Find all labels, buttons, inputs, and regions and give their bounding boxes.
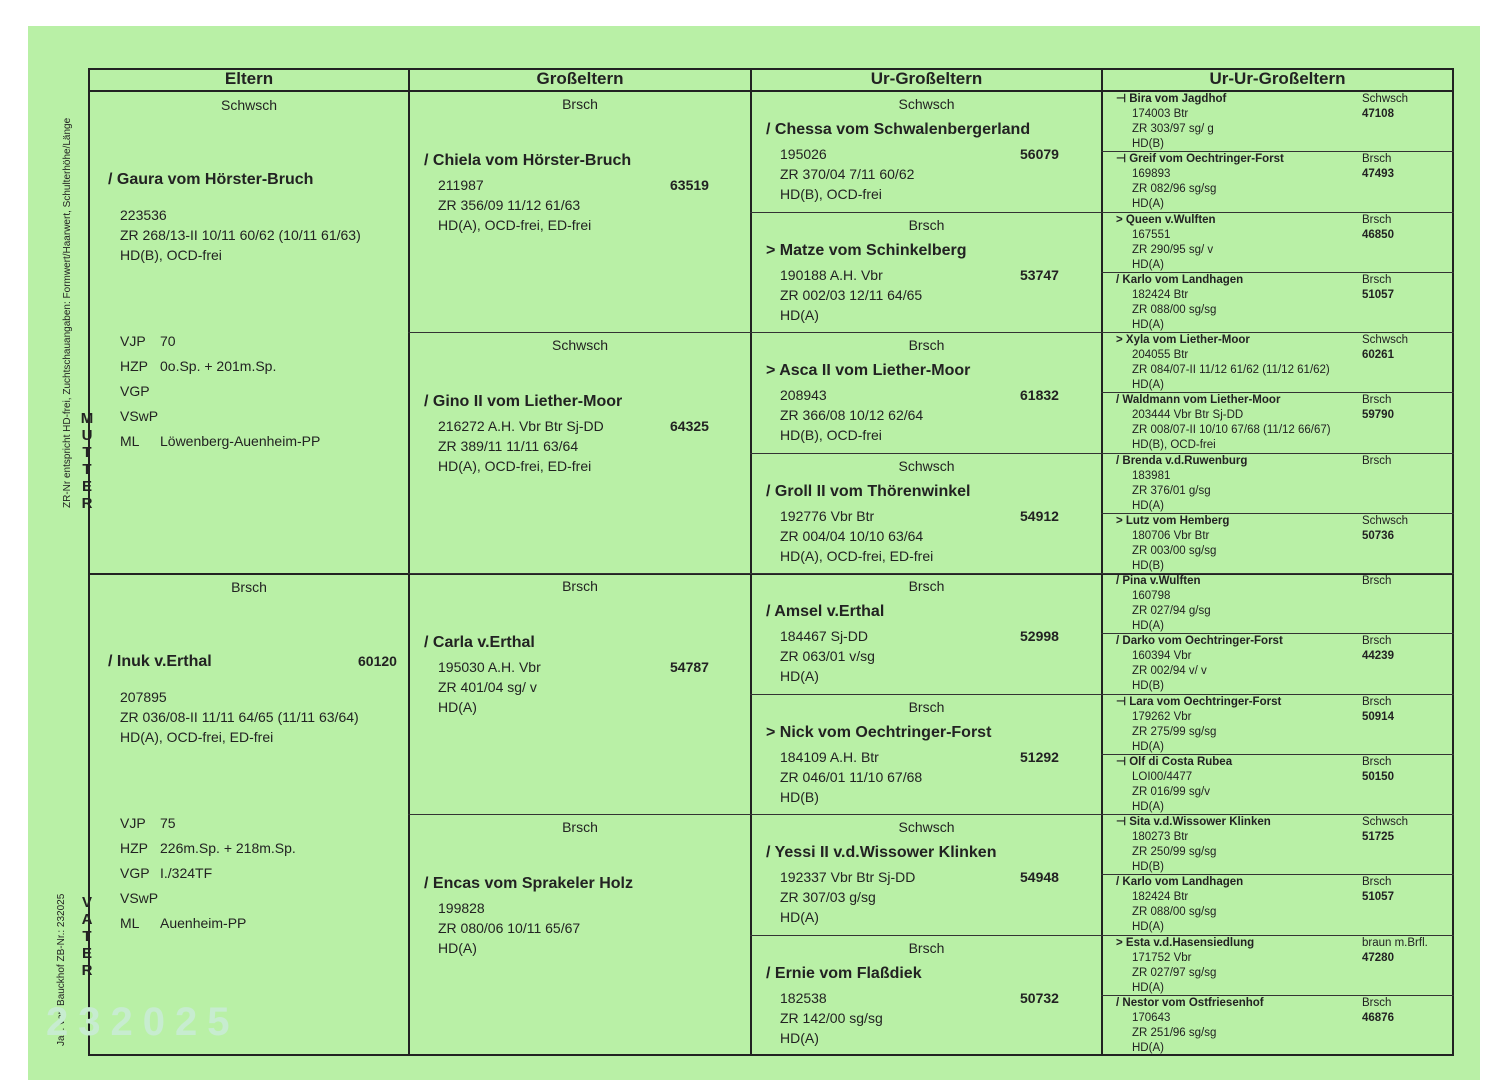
urgrosseltern-info-line: 184109 A.H. Btr bbox=[780, 748, 879, 765]
ururgrosseltern-color: Brsch bbox=[1362, 755, 1392, 768]
pruef-key: VSwP bbox=[120, 890, 159, 906]
ururgrosseltern-name: ⊣ Olf di Costa Rubea bbox=[1116, 755, 1233, 768]
pruef-value: Löwenberg-Auenheim-PP bbox=[160, 433, 321, 449]
ururgrosseltern-name: / Nestor vom Ostfriesenhof bbox=[1116, 996, 1264, 1009]
grosseltern-zb: 63519 bbox=[670, 177, 709, 193]
ururgrosseltern-info-line: 183981 bbox=[1132, 469, 1171, 482]
ururgrosseltern-info-line: HD(B) bbox=[1132, 680, 1164, 693]
pruef-key: VGP bbox=[120, 383, 150, 399]
ururgrosseltern-entry bbox=[1116, 574, 1452, 632]
pruef-key: HZP bbox=[120, 840, 148, 856]
ururgrosseltern-info-line: ZR 003/00 sg/sg bbox=[1132, 544, 1217, 557]
ururgrosseltern-info-line: HD(A) bbox=[1132, 921, 1164, 934]
grosseltern-info-line: HD(A), OCD-frei, ED-frei bbox=[438, 217, 592, 233]
eltern-color: Schwsch bbox=[220, 97, 278, 113]
ururgrosseltern-info-line: 203444 Vbr Btr Sj-DD bbox=[1132, 409, 1244, 422]
grosseltern-color: Brsch bbox=[562, 819, 598, 835]
ururgrosseltern-zb: 47280 bbox=[1362, 951, 1394, 964]
urgrosseltern-info-line: ZR 063/01 v/sg bbox=[780, 648, 875, 664]
ururgrosseltern-zb: 59790 bbox=[1362, 409, 1394, 422]
ururgrosseltern-info-line: 204055 Btr bbox=[1132, 349, 1189, 361]
grosseltern-zb: 64325 bbox=[670, 418, 709, 434]
grosseltern-color: Brsch bbox=[562, 578, 598, 594]
urgrosseltern-info-line: 192776 Vbr Btr bbox=[780, 507, 875, 524]
pruef-value: I./324TF bbox=[160, 865, 213, 881]
urgrosseltern-name: > Nick vom Oechtringer-Forst bbox=[766, 723, 992, 741]
ururgrosseltern-name: / Waldmann vom Liether-Moor bbox=[1116, 394, 1281, 407]
ururgrosseltern-entry bbox=[1116, 634, 1452, 692]
ururgrosseltern-info-line: HD(A) bbox=[1132, 258, 1164, 271]
pruef-value: Auenheim-PP bbox=[160, 915, 247, 931]
grosseltern-name: / Encas vom Sprakeler Holz bbox=[424, 875, 633, 892]
mutter-line-bottom bbox=[88, 540, 90, 870]
vater-letter: A bbox=[81, 911, 93, 928]
ururgrosseltern-info-line: ZR 088/00 sg/sg bbox=[1132, 303, 1217, 316]
ururgrosseltern-name: / Darko vom Oechtringer-Forst bbox=[1116, 635, 1283, 648]
urgrosseltern-name: > Matze vom Schinkelberg bbox=[766, 241, 967, 259]
ururgrosseltern-name: / Karlo vom Landhagen bbox=[1116, 273, 1244, 286]
mutter-letter: T bbox=[82, 444, 92, 461]
ururgrosseltern-color: Schwsch bbox=[1362, 816, 1409, 828]
ururgrosseltern-info-line: ZR 088/00 sg/sg bbox=[1132, 906, 1217, 919]
urgrosseltern-color: Brsch bbox=[908, 216, 945, 233]
grosseltern-zb: 54787 bbox=[670, 659, 709, 675]
ururgrosseltern-color: Brsch bbox=[1362, 695, 1392, 708]
ururgrosseltern-info-line: HD(A) bbox=[1132, 318, 1164, 331]
col-sep-1 bbox=[408, 68, 410, 1056]
ururgrosseltern-name: > Xyla vom Liether-Moor bbox=[1116, 334, 1250, 346]
urgrosseltern-info-line: ZR 307/03 g/sg bbox=[780, 889, 876, 905]
urgrosseltern-info-line: ZR 366/08 10/12 62/64 bbox=[780, 407, 924, 423]
ururgrosseltern-entry bbox=[1116, 333, 1452, 391]
ururgrosseltern-info-line: ZR 251/96 sg/sg bbox=[1132, 1026, 1217, 1039]
pruef-value: 70 bbox=[160, 333, 176, 349]
urgrosseltern-info-line: 192337 Vbr Btr Sj-DD bbox=[780, 869, 916, 885]
ururgrosseltern-zb: 47108 bbox=[1362, 108, 1394, 120]
urgrosseltern-color: Brsch bbox=[908, 578, 945, 594]
ururgrosseltern-color: Brsch bbox=[1362, 575, 1392, 587]
vater-letter: T bbox=[82, 928, 92, 945]
ururgrosseltern-info-line: 180706 Vbr Btr bbox=[1132, 529, 1210, 542]
ururgrosseltern-entry bbox=[1116, 815, 1452, 873]
mutter-line-top bbox=[88, 90, 90, 395]
grosseltern-info-line: HD(A) bbox=[438, 940, 477, 956]
vater-letter: V bbox=[81, 894, 92, 911]
ururgrosseltern-zb: 50736 bbox=[1362, 529, 1394, 542]
urgrosseltern-zb: 51292 bbox=[1020, 748, 1059, 765]
grosseltern-name: / Gino II vom Liether-Moor bbox=[424, 393, 623, 410]
side-note-top: ZR-Nr entspricht HD-frei, Zuchtschauangaben: Formwert/Haarwert, Schulterhöhe/Länge bbox=[62, 117, 73, 508]
ururgrosseltern-name: ⊣ Sita v.d.Wissower Klinken bbox=[1116, 816, 1271, 828]
urgrosseltern-info-line: ZR 370/04 7/11 60/62 bbox=[780, 166, 915, 182]
ururgrosseltern-entry bbox=[1116, 92, 1452, 150]
ururgrosseltern-info-line: 170643 bbox=[1132, 1011, 1171, 1024]
urgrosseltern-info-line: 208943 bbox=[780, 387, 827, 403]
header-eltern: Eltern bbox=[224, 69, 274, 88]
ururgrosseltern-name: / Brenda v.d.Ruwenburg bbox=[1116, 454, 1248, 467]
eltern-info-line: ZR 036/08-II 11/11 64/65 (11/11 63/64) bbox=[120, 709, 359, 725]
ururgrosseltern-info-line: HD(B) bbox=[1132, 861, 1164, 873]
urgrosseltern-info-line: HD(A) bbox=[780, 1029, 819, 1046]
ururgrosseltern-info-line: 171752 Vbr bbox=[1132, 951, 1192, 964]
ururgrosseltern-info-line: HD(A) bbox=[1132, 198, 1164, 211]
pruef-key: ML bbox=[120, 433, 140, 449]
urgrosseltern-info-line: 195026 bbox=[780, 146, 827, 162]
ururgrosseltern-color: Brsch bbox=[1362, 273, 1392, 286]
urgrosseltern-info-line: HD(A), OCD-frei, ED-frei bbox=[780, 547, 934, 564]
pruef-value: 75 bbox=[160, 815, 176, 831]
header-grosseltern: Großeltern bbox=[536, 69, 624, 88]
embossed-stamp: 232025 bbox=[46, 1000, 240, 1044]
pruef-value: 0o.Sp. + 201m.Sp. bbox=[160, 358, 277, 374]
grosseltern-color: Schwsch bbox=[551, 337, 609, 353]
ururgrosseltern-name: > Lutz vom Hemberg bbox=[1116, 514, 1230, 527]
ururgrosseltern-entry bbox=[1116, 695, 1452, 753]
pruef-key: ML bbox=[120, 915, 140, 931]
ururgrosseltern-entry bbox=[1116, 454, 1452, 512]
urgrosseltern-color: Brsch bbox=[908, 939, 945, 956]
mutter-letter: E bbox=[81, 478, 92, 495]
ururgrosseltern-info-line: HD(B), OCD-frei bbox=[1132, 439, 1216, 452]
urgrosseltern-color: Schwsch bbox=[898, 96, 955, 112]
ururgrosseltern-name: ⊣ Lara vom Oechtringer-Forst bbox=[1116, 695, 1282, 708]
header-ururgrosseltern: Ur-Ur-Großeltern bbox=[1209, 69, 1346, 88]
ururgrosseltern-info-line: 160394 Vbr bbox=[1132, 650, 1192, 663]
ururgrosseltern-info-line: ZR 016/99 sg/v bbox=[1132, 785, 1210, 798]
ururgrosseltern-info-line: ZR 275/99 sg/sg bbox=[1132, 725, 1217, 738]
urgrosseltern-info-line: HD(B), OCD-frei bbox=[780, 186, 882, 202]
ururgrosseltern-info-line: ZR 027/97 sg/sg bbox=[1132, 966, 1217, 979]
grosseltern-info-line: HD(A), OCD-frei, ED-frei bbox=[438, 458, 592, 474]
ururgrosseltern-zb: 47493 bbox=[1362, 168, 1394, 181]
pruef-key: VGP bbox=[120, 865, 150, 881]
ururgrosseltern-zb: 51057 bbox=[1362, 288, 1394, 301]
ururgrosseltern-info-line: 179262 Vbr bbox=[1132, 710, 1192, 723]
ururgrosseltern-info-line: HD(A) bbox=[1132, 981, 1164, 994]
grosseltern-info-line: ZR 389/11 11/11 63/64 bbox=[438, 438, 579, 454]
pruef-key: VSwP bbox=[120, 408, 159, 424]
ururgrosseltern-name: > Esta v.d.Hasensiedlung bbox=[1116, 936, 1255, 949]
urgrosseltern-zb: 56079 bbox=[1020, 146, 1059, 162]
ururgrosseltern-name: / Karlo vom Landhagen bbox=[1116, 876, 1244, 889]
urgrosseltern-color: Schwsch bbox=[898, 819, 955, 835]
mutter-letter: M bbox=[80, 410, 94, 427]
ururgrosseltern-entry bbox=[1116, 152, 1452, 210]
ururgrosseltern-info-line: HD(A) bbox=[1132, 800, 1164, 813]
ururgrosseltern-info-line: 160798 bbox=[1132, 590, 1171, 602]
grosseltern-info-line: HD(A) bbox=[438, 699, 477, 715]
ururgrosseltern-color: Schwsch bbox=[1362, 334, 1409, 346]
ururgrosseltern-info-line: ZR 250/99 sg/sg bbox=[1132, 846, 1217, 858]
ururgrosseltern-color: Brsch bbox=[1362, 454, 1392, 467]
eltern-name: / Gaura vom Hörster-Bruch bbox=[108, 171, 314, 188]
ururgrosseltern-info-line: HD(A) bbox=[1132, 379, 1164, 391]
urgrosseltern-zb: 53747 bbox=[1020, 266, 1059, 283]
mutter-letter: U bbox=[81, 427, 93, 444]
grosseltern-info-line: 216272 A.H. Vbr Btr Sj-DD bbox=[438, 418, 604, 434]
ururgrosseltern-info-line: ZR 082/96 sg/sg bbox=[1132, 183, 1217, 196]
ururgrosseltern-entry bbox=[1116, 514, 1452, 572]
eltern-info-line: HD(B), OCD-frei bbox=[120, 247, 222, 263]
pruef-key: HZP bbox=[120, 358, 148, 374]
ururgrosseltern-entry bbox=[1116, 936, 1452, 994]
ururgrosseltern-name: ⊣ Bira vom Jagdhof bbox=[1116, 93, 1227, 105]
eltern-zb: 60120 bbox=[358, 653, 397, 669]
ururgrosseltern-color: Brsch bbox=[1362, 394, 1392, 407]
urgrosseltern-name: / Chessa vom Schwalenbergerland bbox=[766, 121, 1031, 138]
grosseltern-color: Brsch bbox=[562, 96, 598, 112]
ururgrosseltern-name: ⊣ Greif vom Oechtringer-Forst bbox=[1116, 153, 1284, 166]
ururgrosseltern-entry bbox=[1116, 273, 1452, 331]
ururgrosseltern-info-line: HD(B) bbox=[1132, 559, 1164, 572]
urgrosseltern-name: / Ernie vom Flaßdiek bbox=[766, 964, 922, 982]
urgrosseltern-color: Schwsch bbox=[898, 457, 955, 474]
vater-letter: E bbox=[81, 945, 92, 962]
ururgrosseltern-info-line: ZR 008/07-II 10/10 67/68 (11/12 66/67) bbox=[1132, 424, 1331, 437]
ururgrosseltern-info-line: 167551 bbox=[1132, 228, 1171, 241]
urgrosseltern-name: > Asca II vom Liether-Moor bbox=[766, 362, 971, 379]
grosseltern-name: / Carla v.Erthal bbox=[424, 634, 535, 651]
ururgrosseltern-color: Brsch bbox=[1362, 635, 1392, 648]
ururgrosseltern-color: Brsch bbox=[1362, 876, 1392, 889]
ururgrosseltern-info-line: HD(A) bbox=[1132, 740, 1164, 753]
urgrosseltern-name: / Groll II vom Thörenwinkel bbox=[766, 482, 971, 500]
ururgrosseltern-info-line: HD(A) bbox=[1132, 1041, 1164, 1054]
ururgrosseltern-info-line: LOI00/4477 bbox=[1132, 770, 1193, 783]
urgrosseltern-info-line: HD(A) bbox=[780, 306, 819, 323]
ururgrosseltern-zb: 44239 bbox=[1362, 650, 1394, 663]
urgrosseltern-info-line: ZR 046/01 11/10 67/68 bbox=[780, 768, 923, 785]
ururgrosseltern-entry bbox=[1116, 996, 1452, 1054]
urgrosseltern-info-line: HD(A) bbox=[780, 668, 819, 684]
urgrosseltern-zb: 52998 bbox=[1020, 628, 1059, 644]
ururgrosseltern-info-line: ZR 376/01 g/sg bbox=[1132, 484, 1211, 497]
urgrosseltern-zb: 61832 bbox=[1020, 387, 1059, 403]
vater-letter: R bbox=[81, 962, 93, 979]
urgrosseltern-color: Brsch bbox=[908, 337, 945, 353]
ururgrosseltern-zb: 46876 bbox=[1362, 1011, 1394, 1024]
pruef-value: 226m.Sp. + 218m.Sp. bbox=[160, 840, 296, 856]
ururgrosseltern-color: Brsch bbox=[1362, 213, 1392, 226]
ururgrosseltern-zb: 46850 bbox=[1362, 228, 1394, 241]
ururgrosseltern-name: / Pina v.Wulften bbox=[1116, 575, 1201, 587]
grosseltern-info-line: 199828 bbox=[438, 900, 485, 916]
ururgrosseltern-info-line: 182424 Btr bbox=[1132, 891, 1189, 904]
urgrosseltern-name: / Yessi II v.d.Wissower Klinken bbox=[766, 844, 997, 861]
ururgrosseltern-info-line: HD(A) bbox=[1132, 499, 1164, 512]
grosseltern-info-line: ZR 080/06 10/11 65/67 bbox=[438, 920, 581, 936]
eltern-info-line: 223536 bbox=[120, 207, 167, 223]
ururgrosseltern-color: Schwsch bbox=[1362, 514, 1409, 527]
urgrosseltern-info-line: HD(A) bbox=[780, 909, 819, 925]
ururgrosseltern-entry bbox=[1116, 213, 1452, 271]
pruef-key: VJP bbox=[120, 333, 146, 349]
eltern-color: Brsch bbox=[231, 579, 267, 595]
ururgrosseltern-entry bbox=[1116, 393, 1452, 451]
ururgrosseltern-zb: 51725 bbox=[1362, 831, 1394, 843]
mutter-letter: R bbox=[81, 495, 93, 512]
col-sep-3 bbox=[1101, 68, 1103, 1056]
ururgrosseltern-info-line: ZR 002/94 v/ v bbox=[1132, 665, 1207, 678]
ururgrosseltern-name: > Queen v.Wulften bbox=[1116, 213, 1216, 226]
urgrosseltern-info-line: ZR 142/00 sg/sg bbox=[780, 1009, 883, 1026]
urgrosseltern-info-line: ZR 004/04 10/10 63/64 bbox=[780, 527, 924, 544]
urgrosseltern-name: / Amsel v.Erthal bbox=[766, 603, 885, 620]
eltern-info-line: ZR 268/13-II 10/11 60/62 (10/11 61/63) bbox=[120, 227, 361, 243]
ururgrosseltern-color: Brsch bbox=[1362, 996, 1392, 1009]
grosseltern-info-line: 211987 bbox=[438, 177, 484, 193]
ururgrosseltern-entry bbox=[1116, 755, 1452, 813]
mutter-label bbox=[80, 410, 94, 512]
header-urgrosseltern: Ur-Großeltern bbox=[870, 69, 983, 88]
urgrosseltern-zb: 54912 bbox=[1020, 507, 1059, 524]
grosseltern-info-line: ZR 401/04 sg/ v bbox=[438, 679, 537, 695]
eltern-info-line: HD(A), OCD-frei, ED-frei bbox=[120, 729, 274, 745]
ururgrosseltern-color: Brsch bbox=[1362, 153, 1392, 166]
side-note-bottom: Jac. von Bauckhof ZB-Nr.: 232025 bbox=[56, 893, 67, 1046]
ururgrosseltern-info-line: HD(A) bbox=[1132, 620, 1164, 632]
ururgrosseltern-info-line: 169893 bbox=[1132, 168, 1171, 181]
ururgrosseltern-color: braun m.Brfl. bbox=[1362, 936, 1428, 949]
ururgrosseltern-info-line: 174003 Btr bbox=[1132, 108, 1189, 120]
urgrosseltern-info-line: 190188 A.H. Vbr bbox=[780, 266, 883, 283]
urgrosseltern-color: Brsch bbox=[908, 698, 945, 715]
ururgrosseltern-zb: 50914 bbox=[1362, 710, 1394, 723]
ururgrosseltern-info-line: 180273 Btr bbox=[1132, 831, 1189, 843]
ururgrosseltern-zb: 60261 bbox=[1362, 349, 1394, 361]
eltern-info-line: 207895 bbox=[120, 689, 167, 705]
urgrosseltern-zb: 50732 bbox=[1020, 989, 1059, 1006]
ururgrosseltern-info-line: HD(B) bbox=[1132, 138, 1164, 150]
ururgrosseltern-info-line: ZR 027/94 g/sg bbox=[1132, 605, 1211, 617]
urgrosseltern-info-line: HD(B), OCD-frei bbox=[780, 427, 882, 443]
ururgrosseltern-color: Schwsch bbox=[1362, 93, 1409, 105]
eltern-name: / Inuk v.Erthal bbox=[108, 653, 212, 670]
pruef-key: VJP bbox=[120, 815, 146, 831]
vater-label bbox=[80, 894, 94, 979]
ururgrosseltern-info-line: ZR 084/07-II 11/12 61/62 (11/12 61/62) bbox=[1132, 364, 1330, 376]
urgrosseltern-info-line: 184467 Sj-DD bbox=[780, 628, 868, 644]
grosseltern-name: / Chiela vom Hörster-Bruch bbox=[424, 152, 632, 169]
grosseltern-info-line: ZR 356/09 11/12 61/63 bbox=[438, 197, 581, 213]
urgrosseltern-zb: 54948 bbox=[1020, 869, 1059, 885]
urgrosseltern-info-line: 182538 bbox=[780, 989, 827, 1006]
ururgrosseltern-info-line: ZR 303/97 sg/ g bbox=[1132, 123, 1214, 135]
ururgrosseltern-entry bbox=[1116, 875, 1452, 933]
urgrosseltern-info-line: ZR 002/03 12/11 64/65 bbox=[780, 286, 923, 303]
ururgrosseltern-zb: 51057 bbox=[1362, 891, 1394, 904]
ururgrosseltern-info-line: ZR 290/95 sg/ v bbox=[1132, 243, 1214, 256]
ururgrosseltern-info-line: 182424 Btr bbox=[1132, 288, 1189, 301]
ururgrosseltern-zb: 50150 bbox=[1362, 770, 1394, 783]
urgrosseltern-info-line: HD(B) bbox=[780, 788, 819, 805]
grosseltern-info-line: 195030 A.H. Vbr bbox=[438, 659, 541, 675]
mutter-letter: T bbox=[82, 461, 92, 478]
